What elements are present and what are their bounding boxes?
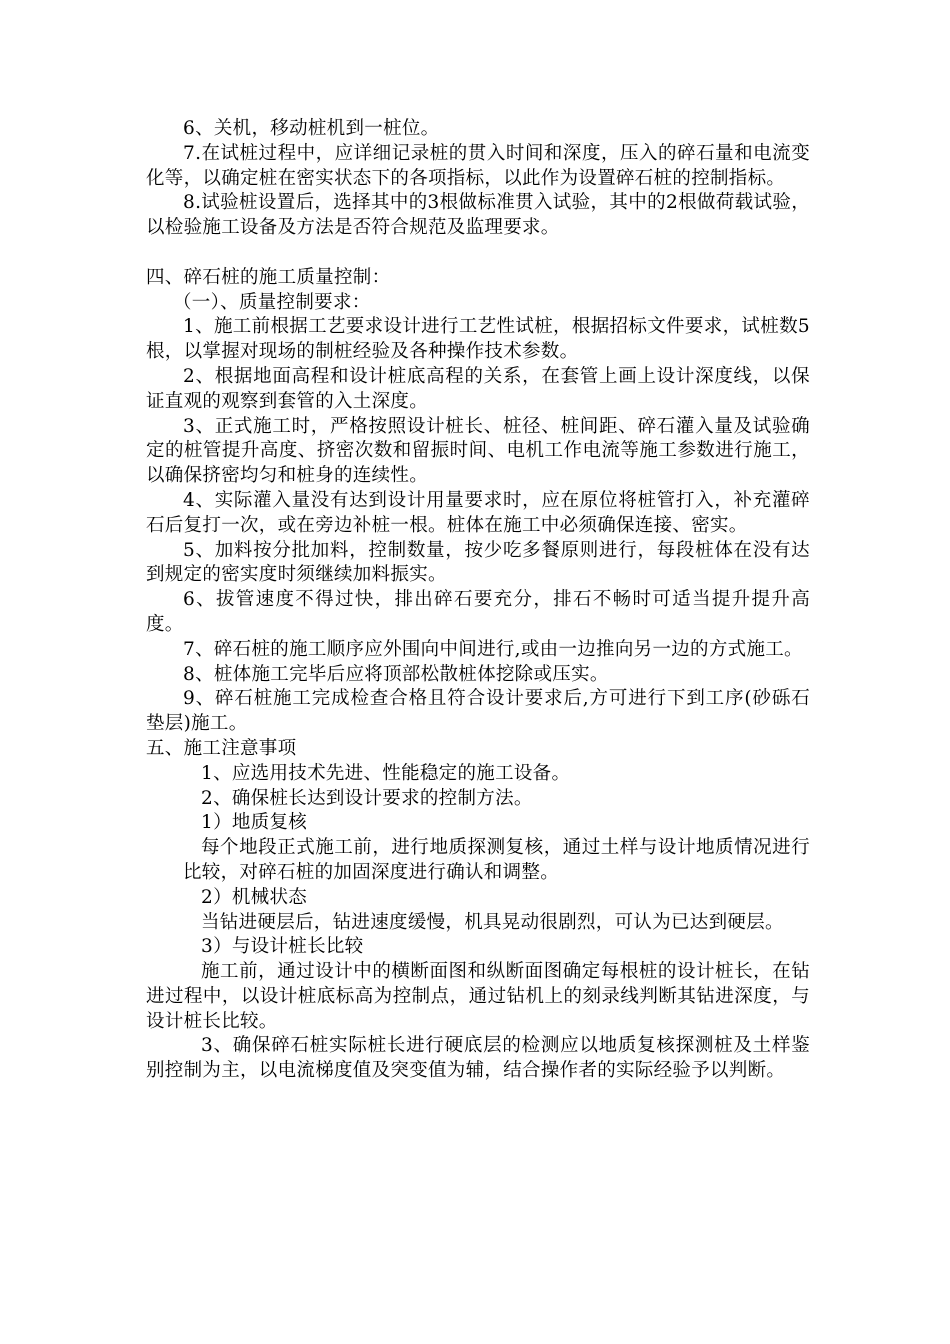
blank-line [146,241,810,266]
section-heading-5: 五、施工注意事项 [146,737,297,759]
document-body [146,117,810,1084]
quality-item-4: 4、实际灌入量没有达到设计用量要求时，应在原位将桩管打入，补充灌碎石后复打一次，或在旁边补桩一根。桩体在施工中必须确保连接、密实。 [146,489,810,536]
quality-item-7: 7、碎石桩的施工顺序应外围向中间进行,或由一边推向另一边的方式施工。 [183,638,803,660]
notice-subitem-3-text: 施工前，通过设计中的横断面图和纵断面图确定每根桩的设计桩长，在钻进过程中，以设计桩底标高为控制点，通过钻机上的刻录线判断其钻进深度，与设计桩长比较。 [146,961,810,1032]
quality-item-1: 1、施工前根据工艺要求设计进行工艺性试桩，根据招标文件要求，试桩数5根，以掌握对现场的制桩经验及各种操作技术参数。 [146,316,810,363]
notice-subitem-2-heading: 2）机械状态 [201,886,308,908]
notice-item-3: 3、确保碎石桩实际桩长进行硬底层的检测应以地质复核探测桩及土样鉴别控制为主，以电流梯度值及突变值为辅，结合操作者的实际经验予以判断。 [146,1035,810,1082]
notice-subitem-1-heading: 1）地质复核 [201,812,308,834]
section-heading-4: 四、碎石桩的施工质量控制： [146,266,391,288]
quality-item-2: 2、根据地面高程和设计桩底高程的关系，在套管上画上设计深度线，以保证直观的观察到套管的入土深度。 [146,365,810,412]
paragraph-step-6: 6、关机，移动桩机到一桩位。 [183,118,440,139]
quality-item-9: 9、碎石桩施工完成检查合格且符合设计要求后,方可进行下到工序(砂砾石垫层)施工。 [146,688,810,735]
quality-item-5: 5、加料按分批加料，控制数量，按少吃多餐原则进行，每段桩体在没有达到规定的密实度时须继续加料振实。 [146,539,810,586]
quality-item-3: 3、正式施工时，严格按照设计桩长、桩径、桩间距、碎石灌入量及试验确定的桩管提升高度、挤密次数和留振时间、电机工作电流等施工参数进行施工，以确保挤密均匀和桩身的连续性。 [146,415,810,487]
quality-item-8: 8、桩体施工完毕后应将顶部松散桩体挖除或压实。 [183,663,609,685]
notice-subitem-3-heading: 3）与设计桩长比较 [201,936,364,958]
subsection-heading-4-1: （一）、质量控制要求： [173,291,371,313]
notice-item-2: 2、确保桩长达到设计要求的控制方法。 [201,787,533,809]
quality-item-6: 6、拔管速度不得过快，排出碎石要充分，排石不畅时可适当提升提升高度。 [146,589,810,635]
paragraph-step-7: 7.在试桩过程中，应详细记录桩的贯入时间和深度，压入的碎石量和电流变化等，以确定桩在密实状态下的各项指标，以此作为设置碎石桩的控制指标。 [146,142,810,189]
notice-subitem-2-text: 当钻进硬层后，钻进速度缓慢，机具晃动很剧烈，可认为已达到硬层。 [201,911,784,933]
paragraph-step-8: 8.试验桩设置后，选择其中的3根做标准贯入试验，其中的2根做荷载试验，以检验施工设备及方法是否符合规范及监理要求。 [146,192,810,239]
notice-item-1: 1、应选用技术先进、性能稳定的施工设备。 [201,762,571,784]
notice-subitem-1-text: 每个地段正式施工前，进行地质探测复核，通过土样与设计地质情况进行比较，对碎石桩的加固深度进行确认和调整。 [183,837,810,883]
